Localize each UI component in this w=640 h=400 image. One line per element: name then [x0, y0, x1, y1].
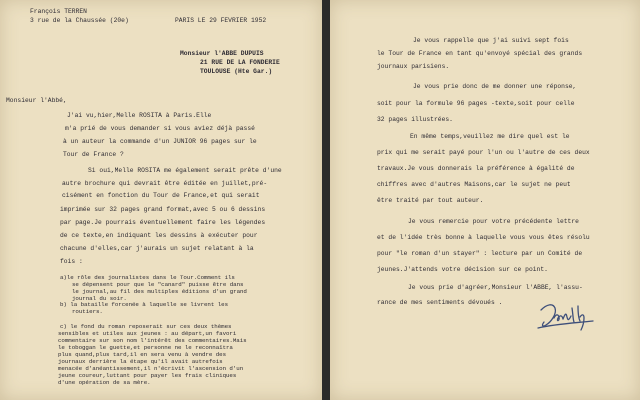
list-line: le journal,au fil des multiples éditions d'un grand	[72, 288, 247, 295]
list-line: c) le fond du roman reposerait sur ces deux thèmes	[60, 323, 232, 330]
body-line: J'ai vu,hier,Melle ROSITA à Paris.Elle	[67, 112, 212, 119]
body-line: cisément en fonction du Tour de France,et qui serait	[62, 192, 260, 199]
body-line: travaux.Je vous donnerais la préférence à égalité de	[377, 165, 575, 172]
list-line: le toboggan le guette,et personne ne le reconnaîtra	[58, 344, 233, 351]
body-line: fois :	[60, 258, 83, 265]
letter-page-2	[330, 0, 640, 400]
signature	[535, 300, 605, 332]
body-line: Je vous prie donc de me donner une réponse,	[413, 83, 577, 90]
body-line: jeunes.J'attends votre décision sur ce point.	[377, 266, 548, 273]
body-line: à un auteur la commande d'un JUNIOR 96 pages sur le	[63, 138, 257, 145]
sender-address: 3 rue de la Chaussée (20e)	[30, 17, 129, 24]
recipient-name: Monsieur l'ABBE DUPUIS	[180, 50, 264, 57]
body-line: et de l'idée très bonne à laquelle vous vous êtes résolu	[377, 234, 590, 241]
recipient-city: TOULOUSE (Hte Gar.)	[200, 68, 273, 75]
body-line: le Tour de France en tant qu'envoyé spécial des grands	[377, 50, 583, 57]
list-line: jeune coureur,luttant pour payer les frais cliniques	[58, 372, 237, 379]
body-line: 32 pages illustrées.	[377, 116, 453, 123]
body-line: Si oui,Melle ROSITA me également serait prête d'une	[88, 167, 282, 174]
salutation: Monsieur l'Abbé,	[6, 97, 67, 104]
list-line: se dépensent pour que le "canard" puisse être dans	[72, 281, 244, 288]
list-line: a)le rôle des journalistes dans le Tour.Comment ils	[60, 274, 235, 281]
list-line: journal du soir.	[72, 295, 127, 302]
body-line: Je vous rappelle que j'ai suivi sept fois	[413, 37, 569, 44]
list-line: commentaire sur son nom l'intérêt des commentaires.Mais	[58, 337, 247, 344]
list-line: routiers.	[72, 308, 103, 315]
body-line: Je vous prie d'agréer,Monsieur l'ABBE, l'assu-	[408, 284, 583, 291]
body-line: m'a prié de vous demander si vous aviez déjà passé	[65, 125, 255, 132]
list-line: d'une opération de sa mère.	[58, 379, 151, 386]
recipient-street: 21 RUE DE LA FONDERIE	[200, 59, 280, 66]
sender-name: François TERREN	[30, 8, 87, 15]
list-line: b) la bataille forcenée à laquelle se livrent les	[60, 301, 229, 308]
list-line: sensibles et utiles aux jeunes : au départ,un favori	[58, 330, 237, 337]
list-line: plus quand,plus tard,il en sera venu à vendre des	[58, 351, 227, 358]
body-line: par page.Je pourrais éventuellement faire les légendes	[60, 219, 266, 226]
body-line: chacune d'elles,car j'aurais un sujet relatant à la	[60, 245, 254, 252]
body-line: journaux parisiens.	[377, 63, 450, 70]
body-line: autre brochure qui devrait être éditée en juillet,pré-	[62, 180, 268, 187]
body-line: rance de mes sentiments dévoués .	[377, 299, 503, 306]
list-line: menacée d'anéantissement,il n'écrivit l'ascension d'un	[58, 365, 244, 372]
body-line: être traité par tout auteur.	[377, 197, 484, 204]
body-line: pour "le roman d'un stayer" : lecture par un Comité de	[377, 250, 583, 257]
body-line: soit pour la formule 96 pages -texte,soit pour celle	[377, 100, 575, 107]
body-line: Je vous remercie pour votre précédente lettre	[408, 218, 579, 225]
body-line: imprimée sur 32 pages grand format,avec 5 ou 6 dessins	[60, 206, 266, 213]
list-line: journaux derrière la étape qu'il avait autrefois	[58, 358, 223, 365]
body-line: prix qui me serait payé pour l'un ou l'autre de ces deux	[377, 149, 590, 156]
body-line: Tour de France ?	[63, 151, 124, 158]
body-line: de ce texte,en indiquant les dessins à exécuter pour	[60, 232, 258, 239]
letter-date: PARIS LE 29 FEVRIER 1952	[175, 17, 267, 24]
page-gutter	[322, 0, 330, 400]
body-line: chiffres avec d'autres Maisons,car le sujet ne peut	[377, 181, 571, 188]
body-line: En même temps,veuillez me dire quel est le	[410, 133, 570, 140]
